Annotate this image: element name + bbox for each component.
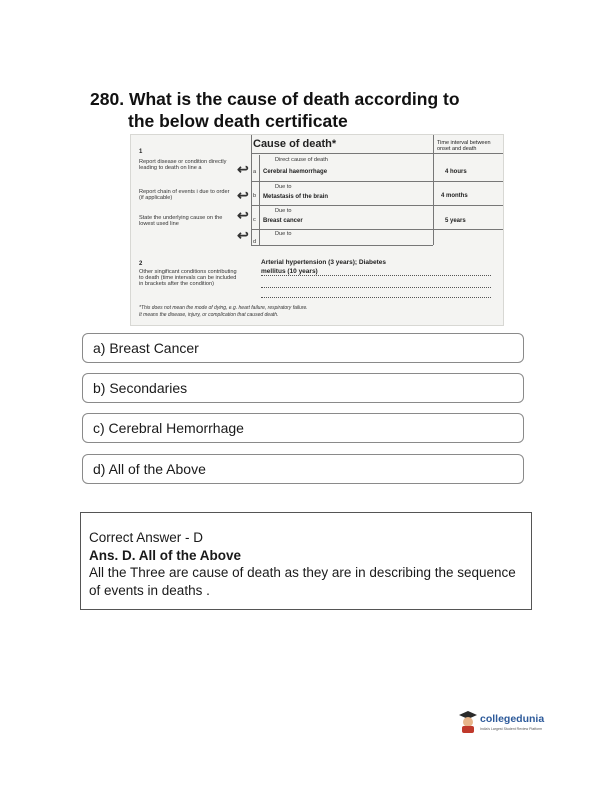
footnote-2: It means the disease, injury, or complication that caused death. [139,312,279,318]
part2-text: Other singificant conditions contributing to death (time intervals can be included in brackets after the condition) [139,269,237,288]
curved-arrow-icon: ↩ [237,227,249,243]
part1-report-text: Report disease or condition directly leading to death on line a [139,159,227,172]
answer-title: Ans. D. All of the Above [89,547,242,563]
row-b-interval: 4 months [441,193,468,199]
row-c-letter: c [253,217,256,223]
row-b-letter: b [253,193,257,199]
correct-answer: Correct Answer - D [89,530,204,545]
logo-brand: collegedunia [480,713,545,725]
question-title [90,88,540,132]
curved-arrow-icon: ↩ [237,207,249,223]
part1-number: 1 [139,149,143,155]
row-d-letter: d [253,239,257,245]
row-a-label: Direct cause of death [275,157,328,163]
option-c[interactable]: c) Cerebral Hemorrhage [82,413,524,443]
option-b[interactable]: b) Secondaries [82,373,524,403]
collegedunia-logo[interactable] [458,710,548,738]
part2-value-line2: mellitus (10 years) [261,268,318,275]
question-text-line1: What is the cause of death according to [128,89,460,109]
option-a[interactable]: a) Breast Cancer [82,333,524,363]
logo-tagline: India's Largest Student Review Platform [480,727,543,731]
row-b-value: Metastasis of the brain [263,194,329,200]
row-a-letter: a [253,169,257,175]
row-c-label: Due to [275,208,292,214]
part1-underlying-text: State the underlying cause on the lowest used line [139,215,223,228]
interval-header: Time interval between onset and death [437,140,491,152]
question-number: 280. [90,89,125,109]
row-d-label: Due to [275,231,292,237]
row-b-label: Due to [275,184,292,190]
footnote-1: *This does not mean the mode of dying, e.g. heart failure, respiratory failure. [139,305,308,311]
row-c-value: Breast cancer [263,218,303,224]
option-d[interactable]: d) All of the Above [82,454,524,484]
answer-box [80,512,532,610]
graduate-icon [458,710,478,734]
answer-explanation: All the Three are cause of death as they are in describing the sequence of events in deaths . [89,565,516,598]
question-text-line2: the below death certificate [128,111,348,131]
part2-value-line1: Arterial hypertension (3 years); Diabetes [261,259,386,266]
certificate-heading: Cause of death* [253,138,337,150]
row-c-interval: 5 years [445,218,466,224]
part2-number: 2 [139,261,143,267]
part1-chain-text: Report chain of events i due to order (if applicable) [139,189,230,202]
curved-arrow-icon: ↩ [237,161,249,177]
curved-arrow-icon: ↩ [237,187,249,203]
row-a-interval: 4 hours [445,169,467,175]
death-certificate-image [130,134,504,326]
row-a-value: Cerebral haemorrhage [263,169,328,175]
